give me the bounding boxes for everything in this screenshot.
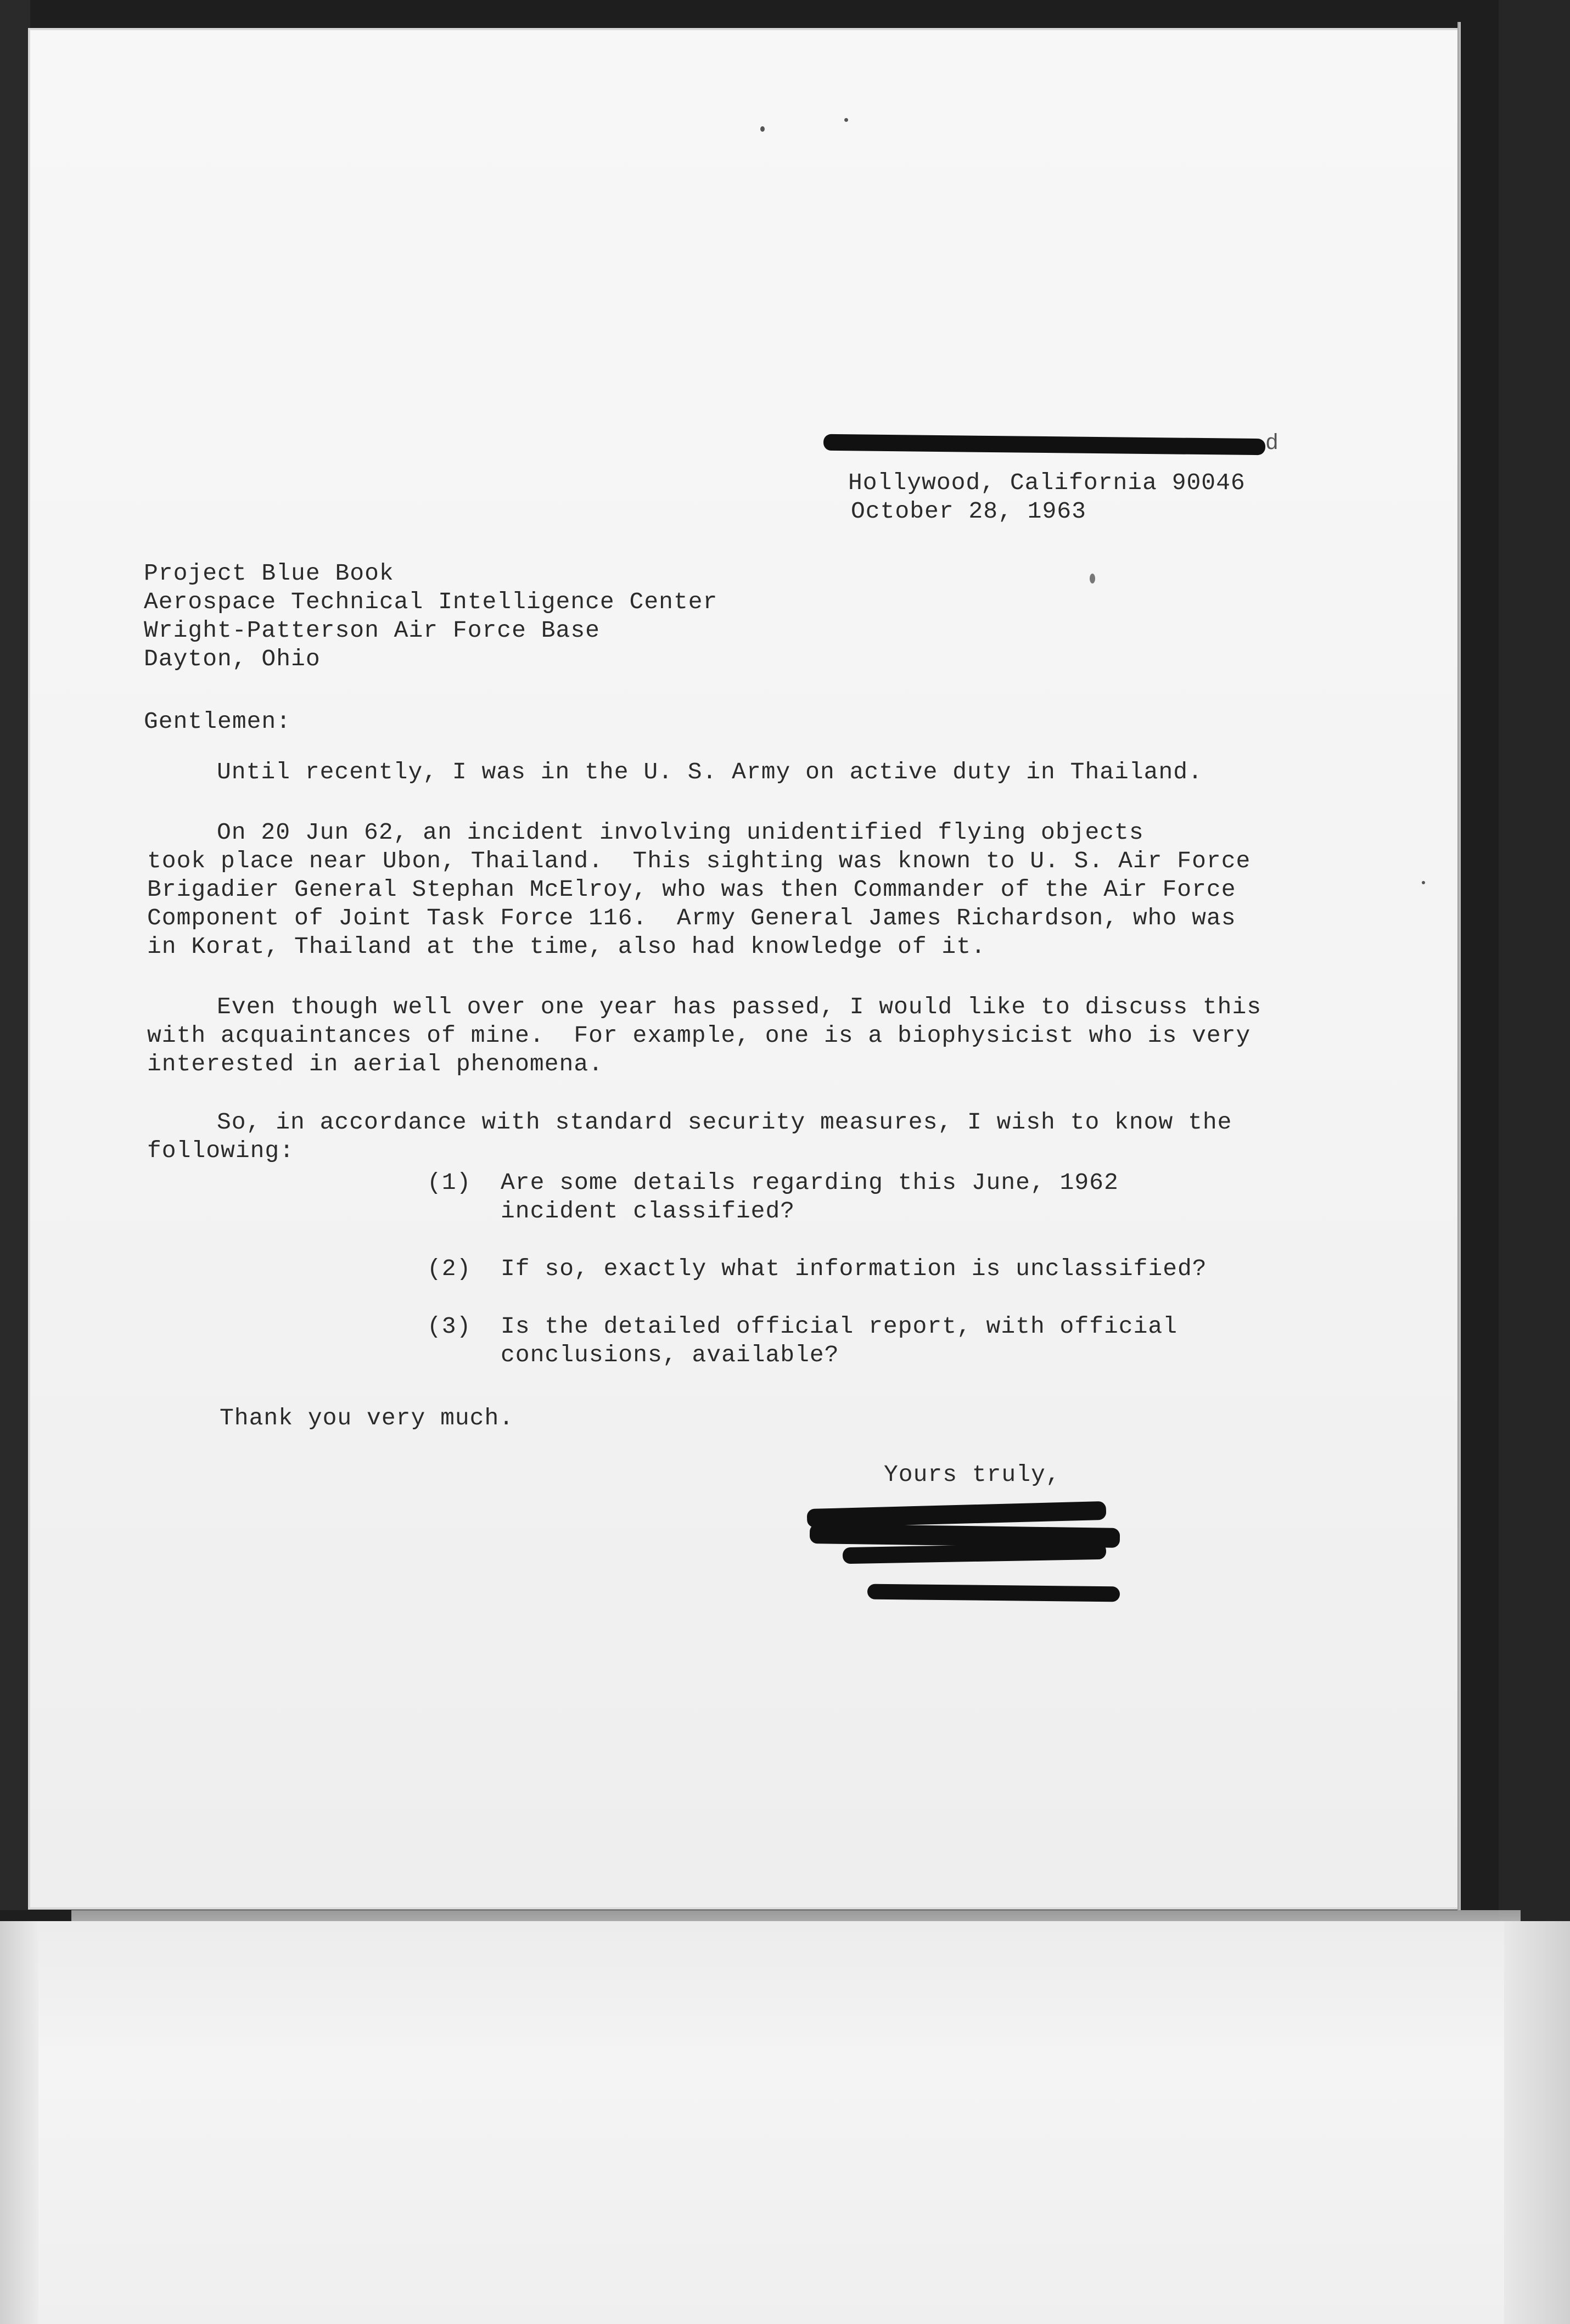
question-number: (1) bbox=[427, 1169, 472, 1196]
question-number: (3) bbox=[427, 1313, 472, 1340]
paragraph-1: Until recently, I was in the U. S. Army on active duty in Thailand. bbox=[217, 759, 1203, 785]
sender-city-line: Hollywood, California 90046 bbox=[848, 469, 1246, 496]
address-trailing-letter: d bbox=[1265, 431, 1280, 456]
recipient-line: Aerospace Technical Intelligence Center bbox=[144, 588, 718, 615]
paragraph-line: interested in aerial phenomena. bbox=[147, 1051, 603, 1077]
closing-salutation: Yours truly, bbox=[884, 1461, 1061, 1488]
recipient-line: Dayton, Ohio bbox=[144, 645, 321, 672]
paragraph-line: So, in accordance with standard security measures, I wish to know the bbox=[217, 1109, 1232, 1136]
redaction-mark bbox=[867, 1584, 1120, 1602]
question-line: Is the detailed official report, with official bbox=[501, 1313, 1178, 1340]
salutation: Gentlemen: bbox=[144, 708, 291, 735]
paragraph-line: Component of Joint Task Force 116. Army General James Richardson, who was bbox=[147, 905, 1236, 931]
recipient-line: Project Blue Book bbox=[144, 560, 394, 587]
question-number: (2) bbox=[427, 1255, 472, 1282]
dust-speck bbox=[1090, 574, 1095, 583]
question-line: Are some details regarding this June, 1962 bbox=[501, 1169, 1119, 1196]
page-edge bbox=[1457, 22, 1461, 1910]
paragraph-line: On 20 Jun 62, an incident involving unidentified flying objects bbox=[217, 819, 1144, 846]
paragraph-line: Brigadier General Stephan McElroy, who was then Commander of the Air Force bbox=[147, 876, 1236, 903]
paragraph-line: Even though well over one year has passed, I would like to discuss this bbox=[217, 993, 1262, 1020]
film-frame-left bbox=[0, 0, 30, 1910]
question-line: If so, exactly what information is unclassified? bbox=[501, 1255, 1207, 1282]
letter-page bbox=[30, 30, 1457, 1907]
paragraph-line: in Korat, Thailand at the time, also had knowledge of it. bbox=[147, 933, 986, 960]
letter-date: October 28, 1963 bbox=[851, 498, 1086, 525]
question-line: incident classified? bbox=[501, 1198, 795, 1225]
dust-speck bbox=[1422, 881, 1425, 884]
film-strip-edge-right bbox=[1504, 1921, 1570, 2324]
paragraph-line: took place near Ubon, Thailand. This sighting was known to U. S. Air Force bbox=[147, 847, 1251, 874]
dust-speck bbox=[844, 118, 848, 122]
dust-speck bbox=[760, 126, 765, 132]
film-lower-strip bbox=[0, 1921, 1570, 2324]
recipient-line: Wright-Patterson Air Force Base bbox=[144, 617, 600, 644]
paragraph-line: with acquaintances of mine. For example, one is a biophysicist who is very bbox=[147, 1022, 1251, 1049]
question-line: conclusions, available? bbox=[501, 1341, 839, 1368]
closing-thanks: Thank you very much. bbox=[220, 1405, 514, 1432]
film-strip-edge-left bbox=[0, 1921, 38, 2324]
paragraph-line: following: bbox=[147, 1137, 295, 1164]
